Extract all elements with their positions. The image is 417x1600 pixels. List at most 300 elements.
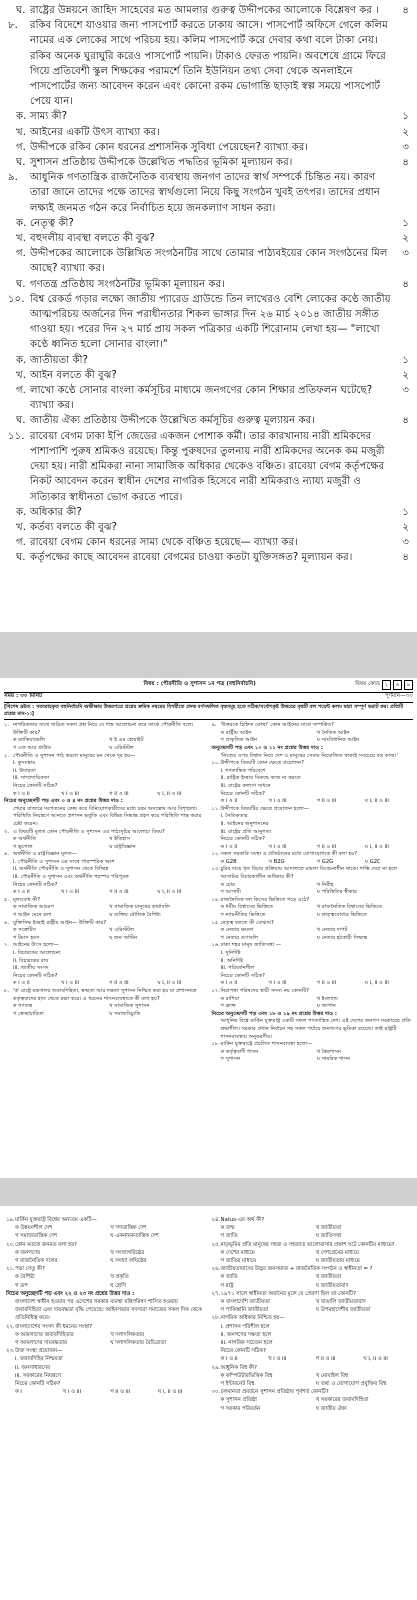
mcq-text: মার্কিন যুক্তরাষ্ট্রে প্রচলিত শাসনব্যবস্থা হলো—: [220, 1041, 313, 1048]
question-text: অধিকার কী?: [30, 506, 82, 518]
question-text: বিশ্ব রেকর্ড গড়ার লক্ষ্যে জাতীয় প্যারেড গ্রাউন্ডে তিন লাখেরও বেশি লোকের কণ্ঠে জাতীয় আত্মপরিচয় অর্জনের দিন পরাধীনতার শিকল ভাঙ্গার দিন ২৬ মার্চ ২০১৪ জাতীয় সঙ্গীত গাওয়া হয়। পরের দিন ২৭ মার্চ প্রায় সকল পত্রিকার একটি শিরোনাম লেখা হয়— "লাখো কণ্ঠে ধ্বনিত হলো সোনার বাংলা।": [30, 293, 391, 351]
question-stem: [8, 292, 409, 353]
question-number: গ.: [16, 248, 26, 260]
mcq-statement: iii. রাষ্ট্রের কল্যাণ সাধনে: [220, 782, 271, 789]
sub-question: [8, 353, 409, 368]
mcq-number: ২৮.: [211, 1315, 221, 1322]
mcq-option: ক G2B: [220, 858, 237, 865]
mcq-number: ২৯.: [211, 1364, 221, 1371]
question-marks: ৪: [402, 157, 409, 169]
sub-question: [8, 535, 409, 550]
question-text: গণতন্ত্র প্রতিষ্ঠায় সংগঠনটির ভূমিকা মূল্যায়ন কর।: [30, 278, 225, 290]
mcq-statement: iii. রাষ্ট্রের প্রতি আনুগত্য: [220, 828, 272, 835]
mcq-option: গ ii ও iii: [109, 790, 129, 797]
mcq-options: [212, 882, 414, 897]
mcq-option: ঘ রাষ্ট্রবিজ্ঞান: [109, 843, 136, 850]
mcq-options: [212, 1355, 412, 1363]
mcq-option: ঘ i, ii ও iii: [157, 1389, 183, 1396]
mcq-option: গ রাজনৈতিক দলের: [15, 1258, 58, 1265]
mcq-text: নাগরিক অধিকার নিশ্চিত হয়—: [220, 1315, 285, 1322]
mcq-text: আইনের উৎস হলো—: [13, 942, 59, 949]
mcq-statement: iii. নাগরিক সচেতন হলে: [220, 1340, 273, 1347]
sub-question: [8, 505, 409, 520]
mcq-text: মূল্যবোধ কী?: [13, 896, 41, 903]
question-number: ক.: [16, 354, 27, 366]
question-number: ১০.: [8, 293, 25, 305]
mcq-option: ঘ i, ii ও iii: [157, 889, 182, 896]
mcq-statement: i. গণতান্ত্রিক পরিবেশে: [220, 767, 266, 774]
mcq-option: খ i ও iii: [61, 980, 80, 987]
mcq-option: ঘ সমাজবিচ্যুতি: [109, 1010, 141, 1017]
passage-text: আধুনিক বিশ্বে মার্কিন যুক্তরাষ্ট্র একটি সফল গণতান্ত্রিক দেশ। এই দেশের জনগণ সরকারের প্রতি শ্রদ্ধাশীল। সরকার প্রধান নির্বাচন সহ সকল পর্যায়ে জনগণের ভূমিকা রয়েছে। তাই রাষ্ট্রটি শাসনব্যবস্থায় অনুকরণীয়।: [220, 1018, 411, 1040]
subject-code-box: [355, 680, 413, 690]
mcq-option: ক চোর: [220, 881, 236, 888]
mcq-options: [212, 927, 414, 942]
mcq-option: গ ii ও iii: [109, 980, 129, 987]
mcq-option: ঘ ব্যক্তির মৌলিক বৈশিষ্ট্য: [109, 912, 161, 919]
question-number: ঘ.: [16, 157, 26, 169]
mcq-text: কোন মতকে জনমত বলা হয়?: [15, 1241, 77, 1248]
subject-code-digit: ২: [382, 680, 391, 690]
question-text: বহুদলীয় ব্যবস্থা বলতে কী বুঝ?: [30, 233, 155, 245]
mcq-options: [4, 1003, 206, 1018]
mcq-option: ঘ ভ্রাতৃত্ববোধের ভিত্তিতে: [316, 912, 367, 919]
question-number: খ.: [16, 126, 26, 138]
mcq-number: ২২.: [6, 1323, 15, 1330]
mcq-text: বাংলাদেশের সংসদ কী ধরনের সংস্থা?: [15, 1323, 93, 1330]
sub-question: [8, 125, 409, 140]
question-marks: [393, 170, 409, 216]
mcq-options: [4, 791, 206, 799]
mcq-question: [212, 1216, 412, 1224]
mcq-option: ক কর্তৃত্ববাদী শাসন: [220, 1048, 259, 1055]
mcq-sheet-page-1: [0, 678, 417, 1178]
mcq-text: মার্কিন যুক্তরাষ্ট্র বিশ্বের অন্যতম একটি—: [15, 1217, 97, 1223]
mcq-options: [212, 1298, 412, 1314]
question-marks: ৪: [402, 552, 409, 564]
passage-instruction: নিচের অনুচ্ছেদটি পড় এবং ১৮ ও ১৯ নং প্রশ্নের উত্তর দাও :: [211, 1010, 338, 1017]
mcq-option: ক গণতন্ত্র: [13, 1003, 33, 1010]
mcq-options: [212, 730, 414, 745]
mcq-option: ক ধর্মীয় বিশ্বাসের ভিত্তিতে: [220, 904, 274, 911]
mcq-statement: iii. জাতীয় সংসদ: [13, 965, 49, 972]
mcq-options: [6, 1273, 206, 1289]
mcq-number: ৩.: [4, 828, 10, 835]
mcq-left-column: [6, 1216, 206, 1413]
mcq-option: ক রাশিয়া: [220, 995, 240, 1002]
mcq-prompt: নিচের কোনটি সঠিক?: [13, 972, 58, 979]
mcq-text: মাতৃভূমির প্রতি মানুষের সহজ ও সহজাত ভালোবাসার প্রকাশ ঘটে কোনটির মাধ্যমে?: [220, 1241, 395, 1248]
mcq-option: গ আসামী: [220, 889, 241, 896]
mcq-option: ক বৈশিষ্ট্য: [15, 1274, 35, 1281]
time-marks-row: [4, 693, 413, 703]
passage-instruction: অনুচ্ছেদটি পড় এবং ১০ ও ১১ নং প্রশ্নের উত্তর দাও :: [211, 744, 323, 751]
mcq-statement: iii. পরিবর্তনশীল: [220, 965, 255, 972]
mcq-option: ক i ও ii: [13, 889, 30, 896]
special-notice: [বিশেষ দ্রষ্টব্য : সরবরাহকৃত বহুনির্বাচনি অভীক্ষার উত্তরপত্রে প্রশ্নের ক্রমিক নম্বরের বিপরীতে প্রদত্ত বর্ণসম্বলিত বৃত্তসমূহ হতে সঠিক/সর্বোৎকৃষ্ট উত্তরের বৃত্তটি বল পয়েন্ট কলম দ্বারা সম্পূর্ণ ভরাট কর। প্রতিটি প্রশ্নের মান-১।]: [4, 703, 413, 720]
subject-code-label: বিষয় কোড: [355, 681, 380, 688]
mcq-options: [212, 904, 414, 919]
mcq-text: সকল সরকারি সংস্থা ও প্রতিষ্ঠানের মধ্যে যোগাযোগকে কী বলা হয়?: [220, 851, 358, 858]
mcq-option: ক i ও ii: [13, 790, 30, 797]
question-text: জাতীয়তা কী?: [30, 354, 88, 366]
mcq-number: ১.: [4, 722, 10, 729]
mcq-question: [6, 1323, 206, 1331]
mcq-option: ঘ i, ii ও iii: [157, 980, 182, 987]
mcq-prompt: নিচের কোনটি সঠিক?: [220, 790, 265, 797]
question-marks: ১: [402, 506, 409, 518]
mcq-question: [212, 1265, 412, 1273]
mcq-option: ক কম্পিউটারভিত্তিক বিশ্ব: [220, 1372, 273, 1379]
question-text: আইনের একটি উৎস ব্যাখ্যা কর।: [30, 126, 160, 138]
mcq-number: ১১.: [211, 805, 220, 812]
mcq-question: [212, 942, 414, 950]
mcq-statement: ii. রাষ্ট্রিক ইচ্ছার বিরুদ্ধে কাজ না করতে: [220, 775, 301, 782]
mcq-option: ঘ i, ii ও iii: [157, 790, 182, 797]
mcq-option: খ i ও iii: [268, 843, 287, 850]
question-text: আইন বলতে কী বুঝ?: [30, 369, 117, 381]
mcq-statement: i. কুসংস্কার: [13, 760, 36, 767]
mcq-number: ১৬.: [211, 942, 220, 949]
mcq-options: [4, 927, 206, 942]
mcq-text: নিরাপত্তা পরিষদের স্থায়ী সদস্য নয় কোনটি?: [220, 987, 309, 994]
mcq-number: ১০.: [211, 760, 220, 767]
mcq-option: ঘ জাপান: [316, 1003, 336, 1010]
mcq-option: ঘ জাতীয়তাবাদ: [315, 1282, 349, 1289]
mcq-options: [212, 1249, 412, 1265]
mcq-number: ৬.: [4, 919, 10, 926]
question-marks: ৪: [402, 415, 409, 427]
sub-question: [8, 140, 409, 155]
mcq-statement: iii. পৌরনীতি ও সুশাসন এবং অর্থনীতি পরস্পর পরিপূরক: [13, 874, 129, 881]
mcq-question: [212, 988, 414, 996]
mcq-question: [4, 851, 206, 859]
mcq-statement: iii. সাম্প্রদায়িকতা: [13, 775, 50, 782]
mcq-number: ২৫.: [211, 1241, 221, 1248]
mcq-options: [212, 980, 414, 988]
question-number: ঘ.: [16, 415, 26, 427]
mcq-option: খ ইতিহাস: [109, 836, 131, 843]
sub-question: [8, 231, 409, 246]
mcq-option: ক i ও ii: [13, 980, 30, 987]
mcq-question: [212, 760, 414, 768]
question-text: আধুনিক গণতান্ত্রিক রাজনৈতিক ব্যবস্থায় জনগণ তাদের স্বার্থ সম্পর্কে চিন্তিত নয়। কারণ তারা জানে তাদের পক্ষে তাদের স্বার্থগুলো নিয়ে কিছু সংগঠন খুবই তৎপর। তাদের প্রধান লক্ষ্যই জনমত গঠন করে নির্বাচিত হয়ে জনকল্যাণ সাধন করা।: [30, 172, 380, 214]
mcq-option: খ নেতার দাপট: [316, 927, 348, 934]
mcq-options: [212, 1372, 412, 1388]
mcq-option: খ i ও iii: [268, 798, 287, 805]
question-number: গ.: [16, 537, 26, 549]
passage-text: বাংলাদেশ স্বাধীন হওয়ার পর এদেশের সরকার ব্যবস্থা মন্ত্রিপরিষদ শাসিত হওয়ায় জবাবদিহিতা এবং দায়বদ্ধতা বৃদ্ধি পেয়েছে। আইনসভার সদস্যরা সমাজের সকল দিক থেকে প্রতিনিধিত্ব করে।: [15, 1299, 202, 1322]
mcq-question: [212, 866, 414, 881]
mcq-text: উক্ত সংস্থা প্রয়োজন—: [15, 1348, 63, 1355]
question-text: রাবেয়া বেগম ঢাকা ইপি জেডের একজন পোশাক কর্মী। তার কারখানায় নারী শ্রমিকদের পাশাপাশি পুরুষ শ্রমিকও রয়েছে। কিন্তু পুরুষদের তুলনায় নারী শ্রমিকদের অনেক কম মজুরী দেয়া হয়। নারী শ্রমিকরা নানা সামাজিক অধিকার থেকেও বঞ্চিত। রাবেয়া বেগম কর্তৃপক্ষের নিকট আবেদন করেন স্বাধীন দেশের নাগরিক হিসেবে নারী শ্রমিকরাও ন্যায্য মজুরী ও সত্যিকার স্বাধীনতা ভোগ করতে পারে।: [30, 430, 385, 503]
mcq-number: ১৩.: [211, 866, 220, 873]
mcq-option: ক i ও ii: [220, 798, 238, 805]
mcq-text: জাতীয়তাবাদের উদ্ভব জনসমাজ + রাজনৈতিক সংগঠন ও স্বাধীনতা = ?: [220, 1266, 373, 1273]
mcq-number: ২৪.: [211, 1217, 221, 1223]
mcq-right-column: [212, 722, 414, 1064]
mcq-option: গ G2G: [316, 858, 334, 865]
question-stem: [8, 429, 409, 505]
exam-time: সময় : ৩০ মিনিট: [4, 693, 43, 699]
mcq-option: ঘ জন অস্টিন: [109, 934, 138, 941]
question-text: লাখো কণ্ঠে সোনার বাংলা কর্মসূচির মাধ্যমে জনগণের কোন শিক্ষার প্রতিফলন ঘটেছে? ব্যাখ্যা কর।: [30, 385, 373, 412]
mcq-option: গ পাকিস্তানি জাতীয়তা: [220, 1307, 269, 1314]
mcq-option: ঘ i, ii ও iii: [364, 980, 389, 987]
mcq-number: ২৭.: [211, 1290, 221, 1297]
mcq-question: [4, 722, 206, 737]
mcq-text: 'ক' রাষ্ট্রে মন্ত্রণালয় জবাবদিহিতা, স্বচ্ছতা আর দক্ষতা সুশাসন নিশ্চিত করা হয় যা প্রশাসনকে কর্তৃত্ববাদের হাত থেকে রক্ষা করে। এ ধরনের শাসনব্যবস্থাকে কী বলা হয়?: [13, 987, 197, 1002]
mcq-option: ঘ শ্রেণি: [110, 1282, 126, 1289]
written-questions-sheet: [0, 0, 417, 632]
mcq-question: [212, 1364, 412, 1372]
question-number: ১১.: [8, 430, 25, 442]
question-text: রাষ্ট্রের উন্নয়নে জাহিদ সাহেবের মত আমলার গুরুত্ব উদ্দীপকের আলোকে বিশ্লেষণ কর ।: [30, 5, 379, 16]
mcq-option: গ নেতার গুণাবলি: [220, 934, 259, 941]
question-number: গ.: [16, 385, 26, 397]
mcq-option: খ সরকারের জবাবদিহিতা: [315, 1397, 369, 1404]
mcq-option: গ ফ্রান্স: [220, 1003, 236, 1010]
mcq-question: [212, 806, 414, 814]
mcq-left-column: [4, 722, 206, 1064]
mcq-options: [4, 904, 206, 919]
mcq-statement: i. নৈতিকতার: [220, 813, 248, 820]
mcq-option: গ আমলাদের দায়বদ্ধতার: [15, 1340, 67, 1347]
question-marks: ২: [402, 126, 409, 138]
mcq-option: গ জাতি: [220, 1233, 238, 1240]
mcq-text: Natus-এর অর্থ কী?: [220, 1217, 265, 1223]
question-text: জাতীয় ঐক্য প্রতিষ্ঠায় উদ্দীপকে উল্লেখিত কর্মসূচির গুরুত্ব মূল্যায়ন কর।: [30, 415, 315, 427]
mcq-prompt: নিচের কোনটি সঠিক?: [220, 972, 265, 979]
question-marks: ৩: [402, 537, 409, 549]
passage-instruction: নিচের অনুচ্ছেদটি পড় এবং ২২ ও ২৩ নং প্রশ্নের উত্তর দাও :: [6, 1290, 135, 1297]
question-text: কর্তব্য বলতে কী বুঝ?: [30, 521, 117, 533]
mcq-option: ঘ একনায়কতান্ত্রিক দেশ: [110, 1233, 159, 1240]
mcq-option: খ B2G: [268, 858, 285, 865]
mcq-option: গ ii ও iii: [316, 843, 337, 850]
mcq-option: ক সামাজিক আচরণ: [13, 904, 54, 911]
mcq-option: গ জাতির মাধ্যমে: [220, 1258, 257, 1265]
mcq-option: খ স্বৈরশাসন: [316, 1048, 342, 1055]
mcq-option: ক ম্যাকিয়াভেলি: [13, 737, 46, 744]
mcq-columns: [4, 720, 413, 1064]
mcq-option: ঘ তথ্য ও যোগাযোগ প্রযুক্তির বিশ্ব: [315, 1381, 387, 1388]
mcq-text: আধুনিক বিশ্ব কী?: [220, 1364, 257, 1371]
question-marks: ১: [402, 217, 409, 229]
mcq-option: গ ii ও iii: [110, 1389, 131, 1396]
mcq-text: এ বিষয়টি মূলত কোন পৌরনীতি ও সুশাসন এর পাঠ্যসূচির আলোচ্য বিষয়?: [13, 828, 165, 835]
question-marks: [393, 429, 409, 505]
mcq-text: নাগরিকতার সাথে জড়িত সকল প্রশ্ন নিয়ে যে শাস্ত্র আলোচনা করে তাকে পৌরনীতি বলে। উক্তিটি কার?: [13, 722, 194, 736]
sub-question: [8, 383, 409, 413]
mcq-question: [4, 942, 206, 950]
mcq-text: উদ্দীপকে বিষয়টি কোন ক্ষেত্রে প্রয়োজন?: [220, 760, 304, 767]
mcq-statement: iii. সরকারের নিয়ন্ত্রণে: [15, 1372, 61, 1379]
question-text: কর্তৃপক্ষের কাছে আবেদন রাবেয়া বেগমের চাওয়া কতটা যুক্তিসঙ্গত? মূল্যায়ন কর।: [30, 552, 353, 564]
question-number: ক.: [16, 111, 27, 123]
mcq-option: ঘ সংখ্যা লঘিষ্ঠের: [110, 1258, 147, 1265]
question-number: গ.: [16, 141, 26, 153]
mcq-option: ক বাংলাদেশি জাতীয়তা: [220, 1299, 270, 1306]
mcq-statement: ii. আইনের অনুশাসনের: [220, 820, 269, 827]
passage-text: 'নিজের ওপর বিশ্বাস নিয়ে দেশ ও মানুষের সেবায় নিয়োজিত থাকাই সবচেয়ে বড় কাজ।': [220, 752, 398, 759]
mcq-number: ৯.: [211, 722, 217, 729]
mcq-text: ঢাকা শহর মানুষ জাতিসত্তা —: [220, 942, 282, 949]
mcq-option: ক নেতার ক্ষমতা: [220, 927, 254, 934]
mcq-text: নেতৃত্ব বলতে কী বোঝায়?: [220, 919, 274, 926]
mcq-question: [212, 1241, 412, 1249]
mcq-question: [212, 1290, 412, 1298]
question-number: ৯.: [8, 172, 18, 184]
mcq-option: ঘ i, ii ও iii: [364, 798, 389, 805]
mcq-option: খ ই এম হোয়াইট: [109, 737, 144, 744]
sub-question: [8, 520, 409, 535]
mcq-number: ১২.: [211, 851, 220, 858]
mcq-option: খ এরিস্টটল: [109, 927, 134, 934]
mcq-option: গ ইন্টারনেট বিশ্ব: [220, 1381, 255, 1388]
mcq-option: খ রাজনৈতিক বিশ্বাসের ভিত্তিতে: [316, 904, 383, 911]
mcq-options: [6, 1331, 206, 1347]
mcq-statement: i. বিচারকের আলোচনা: [13, 950, 61, 956]
mcq-option: খ ইংল্যান্ড: [316, 995, 338, 1002]
question-number: ক.: [16, 217, 27, 229]
mcq-question: [212, 722, 414, 730]
sub-question: [8, 550, 409, 565]
mcq-option: খ বাঙালি জাতীয়তাবাদ: [315, 1299, 366, 1306]
question-text: রকিব বিদেশে যাওয়ার জন্য পাসপোর্ট করতে ঢাকায় আসে। পাসপোর্ট অফিসে গেলে কলিম নামের এক লোকের সাথে পরিচয় হয়। কলিম পাসপোর্ট করে দেবার কথা বলে টাকা নেয়। রকিব অনেক ঘুরাঘুরি করেও পাসপোর্ট পায়নি। টাকাও ফেরত পায়নি। অবশেষে গ্রামে ফিরে গিয়ে প্রতিবেশী স্কুল শিক্ষকের পরামর্শে তিনি ইউনিয়ন তথ্য সেবা থেকে অনলাইনে পাসপোর্টের জন্য আবেদন করেন এবং কোনো রকম ভোগান্তি ছাড়াই স্বল্প সময়ে পাসপোর্ট পেয়ে যান।: [30, 20, 388, 108]
mcq-option: ঘ এরিস্টটল: [109, 744, 134, 751]
mcq-statement: ii. জনসাধারণের: [15, 1364, 50, 1371]
sub-question: [8, 277, 409, 292]
subject-title: বিষয় : পৌরনীতি ও সুশাসন ১ম পত্র (বহুনির্বাচনি): [143, 681, 256, 688]
mcq-number: ১৮.: [211, 1041, 220, 1048]
question-marks: ২: [402, 369, 409, 381]
mcq-statement: i. সুনির্দিষ্ট: [220, 950, 241, 956]
question-stem: [8, 170, 409, 216]
mcq-question: [212, 1314, 412, 1322]
mcq-options: [212, 1224, 412, 1240]
mcq-option: ক i ও ii: [220, 843, 238, 850]
mcq-statement: ii. অর্থনীতি পৌরনীতি ও সুশাসন থেকে বিচ্ছিন্ন: [13, 866, 109, 873]
question-marks: ৩: [402, 141, 409, 153]
mcq-option: খ নৈতিক আইন: [316, 729, 350, 736]
mcq-option: গ ন্যায়নীতির ভিত্তিতে: [220, 912, 266, 919]
mcq-option: ক সক্রেটিস: [13, 927, 36, 934]
mcq-question: [212, 1041, 414, 1049]
question-marks: ৩: [402, 248, 409, 260]
mcq-option: ক দেশের মাধ্যমে: [220, 1249, 255, 1256]
mcq-question: [4, 897, 206, 905]
question-marks: ৪: [402, 5, 409, 16]
mcq-question: [6, 1216, 206, 1224]
mcq-question: [4, 988, 206, 1003]
mcq-number: ৫.: [4, 896, 10, 903]
subject-code-digit: ৬: [393, 680, 402, 690]
mcq-option: ক i ও ii: [220, 980, 238, 987]
question-number: খ.: [16, 521, 26, 533]
mcq-options: [4, 889, 206, 897]
mcq-options: [212, 996, 414, 1011]
mcq-option: খ জাতীয়তা: [315, 1225, 342, 1232]
mcq-question: [212, 920, 414, 928]
question-marks: ২: [402, 233, 409, 245]
mcq-statement: i. প্রশাসন পরিশীল হলে: [220, 1323, 270, 1330]
mcq-option: খ সামাজিক সুশাসন: [109, 1003, 150, 1010]
question-text: সুশাসন প্রতিষ্ঠায় উদ্দীপকে উল্লেখিত পদ্ধতির ভূমিকা মূল্যায়ন কর।: [30, 157, 293, 169]
mcq-question: [212, 1388, 412, 1396]
mcq-option: খ i ও iii: [268, 980, 287, 987]
question-marks: ২: [402, 521, 409, 533]
mcq-statement: ii. উদারতা: [13, 767, 36, 774]
mcq-number: ৪.: [4, 851, 10, 858]
mcq-option: গ ii ও iii: [316, 980, 337, 987]
question-text: রাবেয়া বেগম কোন ধরনের সাম্য থেকে বঞ্চিত হয়েছে— ব্যাখ্যা কর।: [30, 537, 298, 549]
question-number: খ.: [16, 369, 26, 381]
mcq-option: খ প্রকৃতি: [110, 1274, 129, 1281]
mcq-option: ক i ও ii: [220, 1356, 238, 1363]
mcq-option: গ ii ও iii: [316, 798, 337, 805]
mcq-question: [6, 1241, 206, 1249]
mcq-option: খ নিরীহ: [316, 881, 334, 888]
mcq-sheet-page-2: [0, 1206, 417, 1600]
mcq-option: খ i ও iii: [61, 790, 80, 797]
mcq-option: খ দেশপ্রেমের মাধ্যমে: [315, 1249, 359, 1256]
mcq-statement: i. পৌরনীতি ও সুশাসন এর সাথে পারস্পরিক অংশ: [13, 858, 115, 865]
question-number: ক.: [16, 506, 27, 518]
mcq-prompt: নিচের কোনটি সঠিক?: [15, 1381, 61, 1388]
mcq-number: ৭.: [4, 942, 10, 949]
question-number: ঘ.: [16, 552, 26, 564]
mcq-question: [212, 851, 414, 859]
page-gap: [0, 632, 417, 678]
mcq-options: [6, 1249, 206, 1265]
mcq-question: [6, 1347, 206, 1355]
passage-instruction: নিচের অনুচ্ছেদটি পড় এবং ৩ ও ৪ নং প্রশ্নের উত্তর দাও :: [4, 798, 123, 805]
question-text: উদ্দীপকে রকিব কোন ধরনের প্রশাসনিক সুবিধা পেয়েছেন? ব্যাখ্যা কর।: [30, 141, 308, 153]
mcq-question: [4, 829, 206, 837]
mcq-option: ক অর্থনীতি: [13, 836, 37, 843]
question-marks: ১: [402, 111, 409, 123]
passage-text: শেয়ার বাজারে দরপতনের কেন্দ্র করে বিনিয়োগকারীদের মধ্যে চরম অসন্তোষ আর বিশৃঙ্খলা। পরিস্থিতি নিয়ন্ত্রণে আনতে প্রশাসন ভর্তুকি এবং বিভিন্ন সিদ্ধান্ত গ্রহণ করে পরিস্থিতি শান্ত করার চেষ্টা করেন।: [13, 805, 202, 827]
mcq-option: ক জন্ম: [220, 1225, 235, 1232]
sub-question: [8, 246, 409, 276]
mcq-option: খ সামাজিক মানুষের কার্যাবলি: [109, 904, 170, 911]
mcq-option: ক সুশাসন প্রতিষ্ঠা: [220, 1397, 257, 1404]
question-number: ৮.: [8, 20, 18, 32]
mcq-statement: i. জবাবদিহির নিশ্চয়তা: [15, 1356, 63, 1363]
mcq-option: ঘ জাতীয় ঐক্য: [315, 1405, 347, 1412]
mcq-text: 'উত্তরকে চিহ্নিত কোথা' কোন আইনের সাথে সম্পর্কিত?: [220, 722, 334, 729]
mcq-option: গ সুশাসন: [220, 1056, 241, 1063]
mcq-option: ঘ জাতীয়তার মাধ্যমে: [315, 1258, 360, 1265]
question-marks: ৪: [402, 278, 409, 290]
sub-question: [8, 109, 409, 124]
question-marks: ১: [402, 354, 409, 366]
mcq-number: ১৫.: [211, 919, 220, 926]
mcq-number: ২.: [4, 752, 10, 759]
mcq-option: গ সমাজতান্ত্রিক দেশ: [15, 1233, 58, 1240]
mcq-options: [212, 1273, 412, 1289]
mcq-option: খ i ও iii: [268, 1356, 287, 1363]
mcq-options: [212, 1396, 412, 1412]
mcq-number: ৮.: [4, 987, 10, 994]
mcq-options: [4, 980, 206, 988]
mcq-text: ১৯৭১ সালে স্বাধীনতা অর্জনের মূলে যে প্রেরণা ছিল তা কোনটি?: [220, 1290, 356, 1297]
mcq-option: খ দলাদলিকতার: [110, 1331, 145, 1338]
mcq-text: পদ্মা সেতু কী?: [15, 1266, 45, 1273]
mcq-columns: [6, 1214, 411, 1413]
mcq-option: ঘ G2C: [364, 858, 381, 865]
